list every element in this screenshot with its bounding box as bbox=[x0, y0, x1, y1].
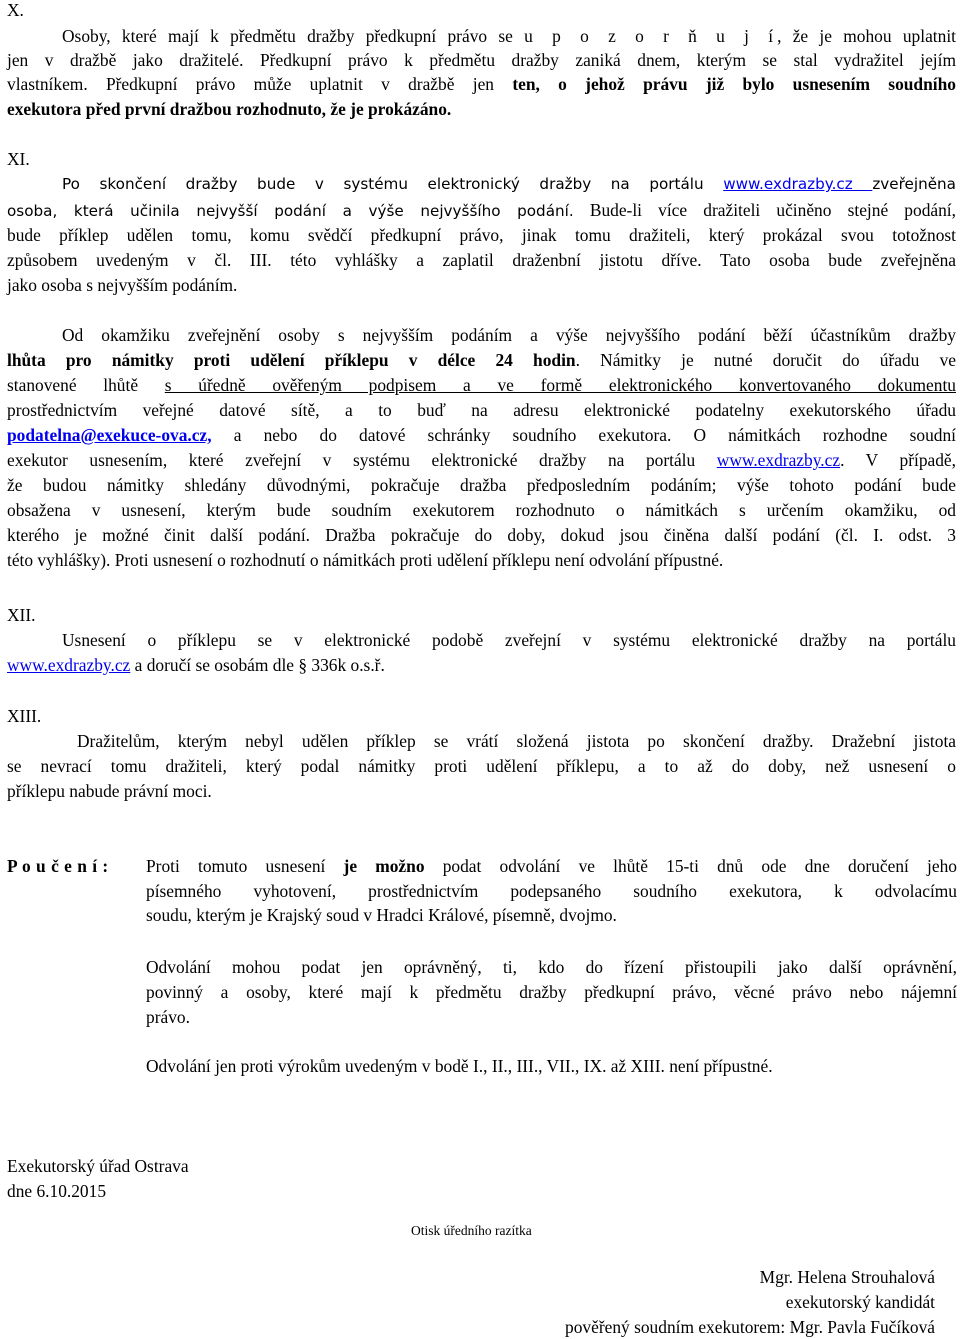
instruction-p2-line-2: povinný a osoby, které mají k předmětu dražby předkupní právo, věcné právo nebo nájemní bbox=[146, 982, 957, 1002]
section-x-line-2: jen v dražbě jako dražitelé. Předkupní právo k předmětu dražby zaniká dnem, kterým se stal vydražitel jejím bbox=[7, 50, 956, 70]
objections-line-7: že budou námitky shledány důvodnými, pokračuje dražba předposledním podáním; výše tohoto podání bude bbox=[7, 475, 956, 495]
section-xi-line-3: bude příklep udělen tomu, komu svědčí předkupní právo, jinak tomu dražiteli, který prokázal svou totožnost bbox=[7, 225, 956, 245]
section-xii-line-1: Usnesení o příklepu se v elektronické podobě zveřejní v systému elektronické dražby na portálu bbox=[62, 630, 956, 650]
section-xi-line-2: osoba, která učinila nejvyšší podání a výše nejvyššího podání. Bude-li více dražiteli učiněno stejné podání, bbox=[7, 200, 956, 220]
document-date: dne 6.10.2015 bbox=[7, 1181, 107, 1201]
instruction-p2-line-1: Odvolání mohou podat jen oprávněný, ti, kdo do řízení přistoupili jako další oprávnění, bbox=[146, 957, 957, 977]
section-x-heading: X. bbox=[7, 0, 24, 20]
section-x-line-4: exekutora před první dražbou rozhodnuto, že je prokázáno. bbox=[7, 99, 452, 119]
podatelna-email-link[interactable]: podatelna@exekuce-ova.cz, bbox=[7, 425, 212, 445]
section-xii-line-2: www.exdrazby.cz a doručí se osobám dle § 336k o.s.ř. bbox=[7, 655, 385, 675]
section-x-line-3: vlastníkem. Předkupní právo může uplatnit v dražbě jen ten, o jehož právu již bylo usnesením soudního bbox=[7, 74, 956, 94]
section-xi-heading: XI. bbox=[7, 149, 30, 169]
objections-line-3: stanovené lhůtě s úředně ověřeným podpisem a ve formě elektronického konvertovaného dokumentu bbox=[7, 375, 956, 395]
objections-line-10: této vyhlášky). Proti usnesení o rozhodnutí o námitkách proti udělení příklepu není odvolání přípustné. bbox=[7, 550, 724, 570]
objections-line-5: podatelna@exekuce-ova.cz, a nebo do datové schránky soudního exekutora. O námitkách rozhodne soudní bbox=[7, 425, 956, 445]
instruction-p1-line-3: soudu, kterým je Krajský soud v Hradci Králové, písemně, dvojmo. bbox=[146, 905, 617, 925]
objections-line-1: Od okamžiku zveřejnění osoby s nejvyšším podáním a výše nejvyššího podání běží účastníkům dražby bbox=[62, 325, 956, 345]
instruction-p1-line-2: písemného vyhotovení, prostřednictvím podepsaného soudního exekutora, k odvolacímu bbox=[146, 881, 957, 901]
stamp-placeholder: Otisk úředního razítka bbox=[411, 1223, 532, 1238]
objections-line-6: exekutor usnesením, které zveřejní v systému elektronické dražby na portálu www.exdrazby.cz. V případě, bbox=[7, 450, 956, 470]
section-xi-line-5: jako osoba s nejvyšším podáním. bbox=[7, 275, 238, 295]
objections-line-2: lhůta pro námitky proti udělení příklepu v délce 24 hodin. Námitky je nutné doručit do úřadu ve bbox=[7, 350, 956, 370]
section-xi-line-4: způsobem uvedeným v čl. III. této vyhlášky a zaplatil draženbní jistotu dříve. Tato osoba bude zveřejněna bbox=[7, 250, 956, 270]
section-xiii-line-3: příklepu nabude právní moci. bbox=[7, 781, 212, 801]
objections-line-4: prostřednictvím veřejné datové sítě, a to buď na adresu elektronické podatelny exekutorského úřadu bbox=[7, 400, 956, 420]
objections-line-9: kterého je možné činit další podání. Dražba pokračuje do doby, dokud jsou činěna další podání (čl. I. odst. 3 bbox=[7, 525, 956, 545]
signature-authorization: pověřený soudním exekutorem: Mgr. Pavla Fučíková bbox=[565, 1317, 935, 1337]
instruction-label: P o u č e n í : bbox=[7, 856, 109, 876]
section-xi-line-1: Po skončení dražby bude v systému elektronický dražby na portálu www.exdrazby.cz zveřejněna bbox=[62, 175, 956, 193]
section-xiii-heading: XIII. bbox=[7, 706, 42, 726]
office-name: Exekutorský úřad Ostrava bbox=[7, 1156, 189, 1176]
instruction-p2-line-3: právo. bbox=[146, 1007, 190, 1027]
section-xiii-line-1: Dražitelům, kterým nebyl udělen příklep se vrátí složená jistota po skončení dražby. Dražební jistota bbox=[77, 731, 956, 751]
signature-title: exekutorský kandidát bbox=[785, 1292, 935, 1312]
objections-line-8: obsažena v usnesení, kterým bude soudním exekutorem rozhodnuto o námitkách s určením okamžiku, od bbox=[7, 500, 956, 520]
instruction-p3: Odvolání jen proti výrokům uvedeným v bodě I., II., III., VII., IX. až XIII. není přípustné. bbox=[146, 1056, 773, 1076]
signature-name: Mgr. Helena Strouhalová bbox=[759, 1267, 935, 1287]
exdrazby-link-2[interactable]: www.exdrazby.cz bbox=[716, 450, 841, 470]
exdrazby-link[interactable]: www.exdrazby.cz bbox=[723, 175, 873, 193]
section-xiii-line-2: se nevrací tomu dražiteli, který podal námitky proti udělení příklepu, a to až do doby, než usnesení o bbox=[7, 756, 956, 776]
exdrazby-link-3[interactable]: www.exdrazby.cz bbox=[7, 655, 131, 675]
instruction-p1-line-1: Proti tomuto usnesení je možno podat odvolání ve lhůtě 15-ti dnů ode dne doručení jeho bbox=[146, 856, 957, 876]
section-xii-heading: XII. bbox=[7, 605, 36, 625]
section-x-line-1: Osoby, které mají k předmětu dražby předkupní právo se u p o z o r ň u j í, že je mohou uplatnit bbox=[62, 26, 956, 46]
